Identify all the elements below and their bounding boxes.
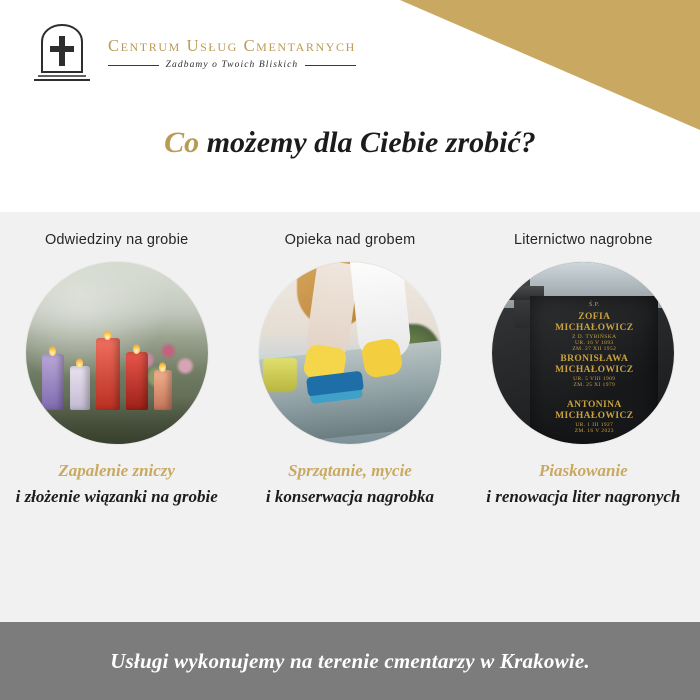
page-title-rest: możemy dla Ciebie zrobić? [199,126,536,159]
service-heading: Liternictwo nagrobne [514,232,653,248]
grave-candles-photo [26,262,208,444]
brand-tagline-rule [108,60,356,70]
service-caption [266,458,434,509]
inscription-line2: ZM. 25 XI 1979 [573,382,616,389]
footer-bar [0,622,700,700]
service-caption [16,458,218,509]
service-caption-dark: i renowacja liter nagronych [486,486,681,506]
service-caption [486,458,680,509]
footer-text: Usługi wykonujemy na terenie cmentarzy w Krakowie. [110,648,590,673]
service-caption-gold: Sprzątanie, mycie [288,461,412,480]
inscription-surname: MICHAŁOWICZ [555,322,634,333]
service-card-visits [0,232,233,622]
brand-title: Centrum Usług Cmentarnych [108,36,356,55]
inscription-surname: MICHAŁOWICZ [555,364,634,375]
services-columns [0,212,700,622]
inscription-line1: Z D. TYBIŃSKA [572,333,617,340]
service-heading: Odwiedziny na grobie [44,232,189,248]
inscription-line2: ZM. 16 V 2023 [574,428,614,435]
brand-tagline: Zadbamy o Twoich Bliskich [165,60,299,70]
service-caption-gold: Zapalenie zniczy [58,461,175,480]
service-card-lettering [467,232,700,622]
service-caption-gold: Piaskowanie [538,461,628,480]
inscription-prefix: Ś.P. [589,302,600,308]
brand-header [0,0,700,84]
inscription-line2: UR. 16 V 1893 [575,340,614,347]
service-heading: Opieka nad grobem [284,232,416,248]
logo-headstone-cross-icon [26,22,98,84]
inscription-line3: ZM. 27 XII 1952 [572,346,617,353]
inscription-given: BRONISŁAWA [560,354,629,364]
inscription-surname: MICHAŁOWICZ [555,410,634,421]
page-title-accent: Co [164,126,200,159]
inscription-line1: UR. 1 III 1927 [575,421,614,428]
service-card-care [233,232,466,622]
inscription-given: ZOFIA [578,312,611,322]
engraved-headstone-photo [492,262,674,444]
page-title [0,126,700,160]
inscription-given: ANTONINA [566,400,622,410]
grave-cleaning-photo [259,262,441,444]
service-caption-dark: i konserwacja nagrobka [265,486,435,506]
service-caption-dark: i złożenie wiązanki na grobie [15,486,218,506]
inscription-line1: UR. 5 VIII 1909 [573,375,616,382]
